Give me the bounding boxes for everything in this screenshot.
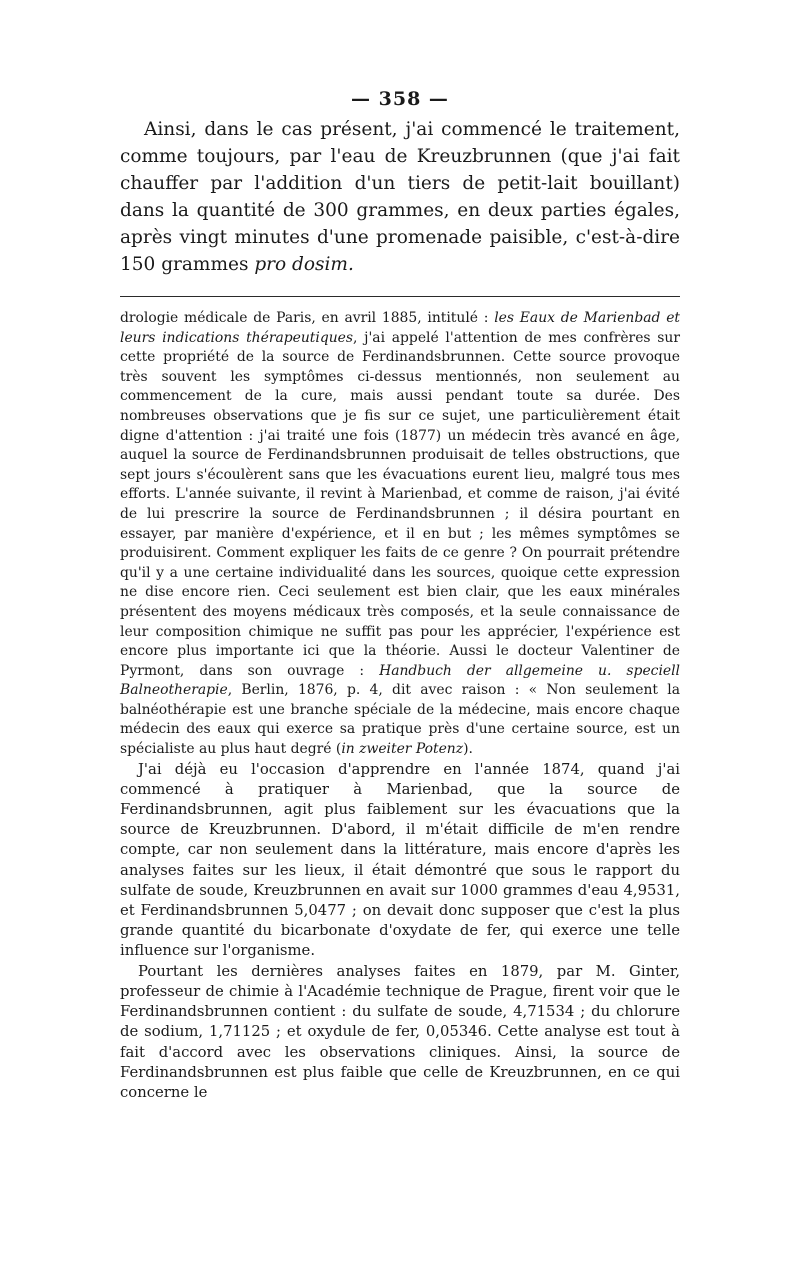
page-number: — 358 — [351, 88, 449, 110]
main-italic-segment: pro dosim. [254, 254, 354, 275]
footnote-italic-title: Handbuch der allgemeine u. speciell Balneotherapie [120, 662, 680, 699]
paragraph-3 [120, 962, 680, 1103]
footnote-text: , Berlin, 1876, p. 4, dit avec raison : « Non seulement la balnéothérapie est une branche spéciale de la médecine, mais encore chaque médecin des eaux qui exerce sa pratique près d'une certaine source, est un spécialiste au plus haut degré ( [120, 682, 680, 758]
footnote-text: drologie médicale de Paris, en avril 1885, intitulé : [120, 310, 495, 326]
footnote-text: , j'ai appelé l'attention de mes confrères sur cette propriété de la source de Ferdinandsbrunnen. Cette source provoque très souvent les symptômes ci-dessus mentionnés, non seulement au commencement de la cure, mais aussi pendant toute sa durée. Des nombreuses observations que je fis sur ce sujet, une particulièrement était digne d'attention : j'ai traité une fois (1877) un médecin très avancé en âge, auquel la source de Ferdinandsbrunnen produisait de telles obstructions, que sept jours s'écoulèrent sans que les évacuations eurent lieu, malgré tous mes efforts. L'année suivante, il revint à Marienbad, et comme de raison, j'ai évité de lui prescrire la source de Ferdinandsbrunnen ; il désira pourtant en essayer, par manière d'expérience, et il en but ; les mêmes symptômes se produisirent. Comment expliquer les faits de ce genre ? On pourrait prétendre qu'il y a une certaine individualité dans les sources, quoique cette expression ne dise encore rien. Ceci seulement est bien clair, que les eaux minérales présentent des moyens médicaux très composés, et la seule connaissance de leur composition chimique ne suffit pas pour les apprécier, l'expérience est encore plus importante ici que la théorie. Aussi le docteur Valentiner de Pyrmont, dans son ouvrage : [120, 329, 680, 679]
main-text-segment: Ainsi, dans le cas présent, j'ai commencé le traitement, comme toujours, par l'eau de Kreuzbrunnen (que j'ai fait chauffer par l'addition d'un tiers de petit-lait bouillant) dans la quantité de 300 grammes, en deux parties égales, après vingt minutes d'une promenade paisible, c'est-à-dire 150 grammes [120, 119, 680, 275]
main-paragraph [120, 116, 680, 278]
book-page [120, 88, 680, 1103]
footnote-paragraph-1 [120, 309, 680, 760]
footnote-text: ). [463, 741, 473, 758]
paragraph-text: J'ai déjà eu l'occasion d'apprendre en l'année 1874, quand j'ai commencé à pratiquer à Marienbad, que la source de Ferdinandsbrunnen, agit plus faiblement sur les évacuations que la source de Kreuzbrunnen. D'abord, il m'était difficile de m'en rendre compte, car non seulement dans la littérature, mais encore d'après les analyses faites sur les lieux, il était démontré que sous le rapport du sulfate de soude, Kreuzbrunnen en avait sur 1000 grammes d'eau 4,9531, et Ferdinandsbrunnen 5,0477 ; on devait donc supposer que c'est la plus grande quantité du bicarbonate d'oxydate de fer, qui exerce une telle influence sur l'organisme. [120, 760, 680, 960]
footnote-block [120, 309, 680, 760]
paragraph-2 [120, 760, 680, 962]
footnote-italic-phrase: in zweiter Potenz [341, 741, 464, 758]
footnote-italic-title: les Eaux de Marienbad et leurs indications thérapeutiques [120, 310, 681, 346]
paragraph-text: Pourtant les dernières analyses faites en 1879, par M. Ginter, professeur de chimie à l'Académie technique de Prague, firent voir que le Ferdinandsbrunnen contient : du sulfate de soude, 4,71534 ; du chlorure de sodium, 1,71125 ; et oxydule de fer, 0,05346. Cette analyse est tout à fait d'accord avec les observations cliniques. Ainsi, la source de Ferdinandsbrunnen est plus faible que celle de Kreuzbrunnen, en ce qui concerne le [120, 962, 680, 1101]
footnote-divider [120, 296, 680, 297]
